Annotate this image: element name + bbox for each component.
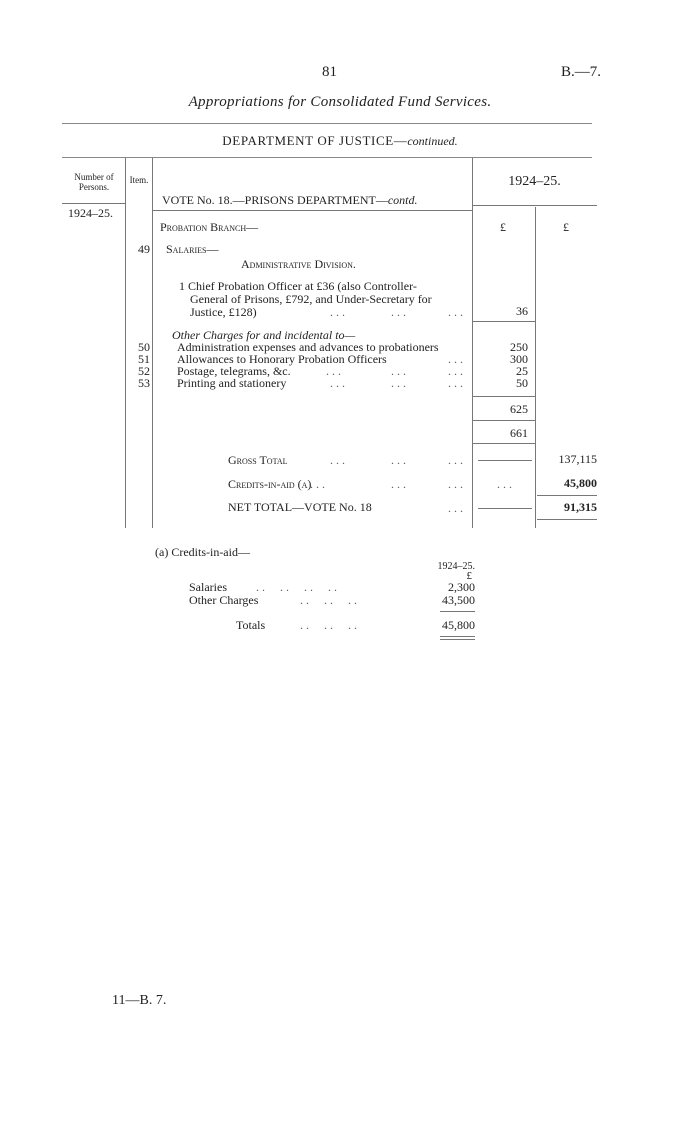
- footnote-row-label: Other Charges: [189, 593, 259, 607]
- leader-dots: ...: [310, 477, 328, 491]
- document-reference: B.—7.: [561, 64, 602, 80]
- footnote-totals-dots: . . . . . .: [300, 618, 357, 632]
- currency-symbol-2: £: [563, 220, 569, 234]
- charges-subtotal-rule: [472, 396, 535, 397]
- net-total-dash: [478, 508, 532, 509]
- branch-heading: Probation Branch—: [160, 220, 259, 234]
- officer-description-line-3: Justice, £128): [190, 305, 257, 319]
- amount-column-divider: [535, 207, 536, 528]
- item-column-header: Item.: [129, 175, 149, 185]
- leader-dots: ...: [448, 501, 466, 515]
- branch-total-rule: [472, 420, 535, 421]
- persons-year: 1924–25.: [68, 206, 113, 220]
- leader-dots: ...: [448, 364, 466, 378]
- persons-header-rule: [62, 203, 126, 204]
- year-header-rule: [472, 205, 597, 206]
- table-top-rule: [62, 157, 592, 158]
- officer-amount: 36: [516, 304, 528, 318]
- currency-symbol-1: £: [500, 220, 506, 234]
- footnote-row-dots: . . . . . . . .: [256, 580, 337, 594]
- leader-dots: ...: [448, 477, 466, 491]
- footnote-row-label: Salaries: [189, 580, 227, 594]
- leader-dots: ...: [391, 477, 409, 491]
- charge-description: Postage, telegrams, &c.: [177, 364, 291, 378]
- officer-description-line-2: General of Prisons, £792, and Under-Secretary for: [190, 292, 432, 306]
- footnote-row-amount: 2,300: [448, 580, 475, 594]
- footnote-total-rule: [440, 611, 475, 612]
- footnote-totals-amount: 45,800: [442, 618, 475, 632]
- totals-section-rule: [472, 443, 535, 444]
- gross-total-dash: [478, 460, 532, 461]
- leader-dots: ...: [391, 453, 409, 467]
- leader-dots: ...: [448, 352, 466, 366]
- charge-amount: 50: [516, 376, 528, 390]
- leader-dots: ...: [391, 305, 409, 319]
- credits-in-aid-label: Credits-in-aid (a): [228, 477, 312, 491]
- division-heading: Administrative Division.: [241, 257, 356, 271]
- description-column-divider: [472, 158, 473, 528]
- branch-total: 661: [510, 426, 528, 440]
- page-number: 81: [322, 64, 337, 80]
- vote-heading: VOTE No. 18.—PRISONS DEPARTMENT—contd.: [162, 193, 418, 207]
- footnote-year: 1924–25.: [437, 561, 475, 572]
- item-column-divider: [152, 158, 153, 528]
- gross-total-amount: 137,115: [558, 452, 597, 466]
- footnote-heading: (a) Credits-in-aid—: [155, 545, 250, 559]
- officer-description-line-1: 1 Chief Probation Officer at £36 (also Controller-: [179, 279, 417, 293]
- footnote-double-rule: [440, 639, 475, 640]
- salaries-heading: Salaries—: [166, 242, 219, 256]
- leader-dots: ...: [391, 364, 409, 378]
- salaries-item-number: 49: [138, 242, 150, 256]
- leader-dots: ...: [448, 376, 466, 390]
- vote-heading-rule: [152, 210, 472, 211]
- footnote-currency: £: [466, 570, 472, 582]
- leader-dots: ...: [330, 453, 348, 467]
- leader-dots: ...: [330, 376, 348, 390]
- credits-in-aid-amount: 45,800: [564, 476, 597, 490]
- leader-dots: ...: [448, 305, 466, 319]
- footnote-double-rule: [440, 636, 475, 637]
- footnote-totals-label: Totals: [236, 618, 266, 632]
- charge-description: Printing and stationery: [177, 376, 287, 390]
- salaries-subtotal-rule: [472, 321, 535, 322]
- charge-amount: 250: [510, 340, 528, 354]
- net-total-label: NET TOTAL—VOTE No. 18: [228, 500, 372, 514]
- leader-dots: ...: [391, 376, 409, 390]
- leader-dots: ...: [330, 305, 348, 319]
- charge-item-number: 53: [138, 376, 150, 390]
- charge-item-number: 51: [138, 352, 150, 366]
- printer-signature: 11—B. 7.: [112, 993, 167, 1008]
- other-charges-heading: Other Charges for and incidental to—: [172, 328, 356, 342]
- net-total-underline: [537, 519, 597, 520]
- footnote-row-dots: . . . . . .: [300, 593, 357, 607]
- footnote-row-amount: 43,500: [442, 593, 475, 607]
- charge-amount: 300: [510, 352, 528, 366]
- gross-total-label: Gross Total: [228, 453, 288, 467]
- leader-dots: ...: [448, 453, 466, 467]
- title-rule: [62, 123, 592, 124]
- charge-item-number: 52: [138, 364, 150, 378]
- charge-description: Administration expenses and advances to probationers: [177, 340, 439, 354]
- charge-amount: 25: [516, 364, 528, 378]
- leader-dots: ...: [326, 364, 344, 378]
- charges-subtotal: 625: [510, 402, 528, 416]
- page-title: Appropriations for Consolidated Fund Services.: [188, 94, 492, 110]
- charge-description: Allowances to Honorary Probation Officers: [177, 352, 387, 366]
- charge-item-number: 50: [138, 340, 150, 354]
- net-total-rule: [537, 495, 597, 496]
- leader-dots: ...: [497, 477, 515, 491]
- year-column-header: 1924–25.: [508, 174, 561, 189]
- net-total-amount: 91,315: [564, 500, 597, 514]
- persons-column-header: Number of Persons.: [74, 172, 114, 192]
- department-heading: DEPARTMENT OF JUSTICE—continued.: [222, 133, 458, 148]
